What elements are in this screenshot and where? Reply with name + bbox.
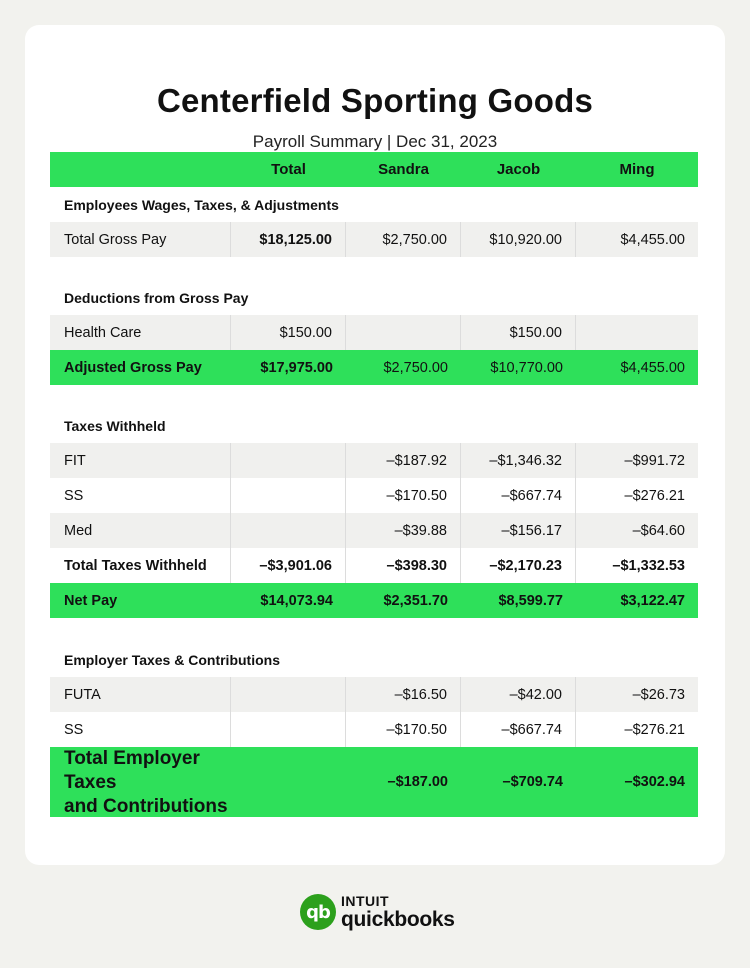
cell-ming: –$1,332.53 [612,557,685,574]
table-row-employer-ss [50,712,698,747]
row-label: Net Pay [64,592,118,609]
section-heading-deductions: Deductions from Gross Pay [64,289,249,306]
table-row-net-pay [50,583,698,618]
row-label: Total Gross Pay [50,222,231,257]
table-row-med [50,513,698,548]
cell-ming: $3,122.47 [620,592,685,609]
row-label: Health Care [50,315,231,350]
table-row-health-care [50,315,698,350]
intuit-quickbooks-logo [300,894,455,930]
cell-ming: –$991.72 [624,452,685,469]
cell-jacob: $150.00 [461,315,576,350]
cell-ming: $4,455.00 [620,231,685,248]
cell-total: –$3,901.06 [231,548,346,583]
table-row-total-gross-pay [50,222,698,257]
section-heading-employer: Employer Taxes & Contributions [64,651,280,668]
cell-total: $14,073.94 [260,592,333,609]
report-title: Centerfield Sporting Goods [156,82,594,119]
cell-sandra: –$187.00 [387,774,448,790]
cell-total [231,712,346,747]
cell-sandra: –$170.50 [346,478,461,513]
cell-ming: –$26.73 [632,686,685,703]
cell-jacob: –$667.74 [461,478,576,513]
header-cell-ming: Ming [619,161,655,178]
cell-sandra: –$398.30 [346,548,461,583]
table-row-fit [50,443,698,478]
row-label [50,747,231,817]
cell-sandra: –$39.88 [346,513,461,548]
table-row-total-employer-taxes [50,747,698,817]
cell-ming: –$276.21 [624,721,685,738]
spacer [50,618,698,642]
cell-ming [576,315,698,350]
header-cell-total: Total [271,161,306,178]
cell-total: $17,975.00 [260,359,333,376]
header-cell-label [50,152,231,187]
cell-total [231,513,346,548]
cell-total [231,443,346,478]
report-subtitle: Payroll Summary | Dec 31, 2023 [252,132,498,151]
table-row-total-taxes-withheld [50,548,698,583]
cell-jacob: –$2,170.23 [461,548,576,583]
cell-sandra: –$187.92 [346,443,461,478]
cell-sandra: $2,351.70 [383,592,448,609]
row-label: Med [50,513,231,548]
row-label-line-1: Total Employer Taxes [64,748,200,793]
header-cell-jacob: Jacob [496,161,541,178]
cell-jacob: –$667.74 [461,712,576,747]
row-label-line-2: and Contributions [64,796,228,817]
cell-sandra: –$16.50 [346,677,461,712]
cell-ming: $4,455.00 [620,359,685,376]
cell-sandra [346,315,461,350]
payroll-table [50,152,698,817]
cell-jacob: $8,599.77 [498,592,563,609]
cell-jacob: –$1,346.32 [461,443,576,478]
cell-total [231,677,346,712]
cell-total [231,478,346,513]
cell-jacob: –$709.74 [502,774,563,790]
cell-jacob: –$42.00 [461,677,576,712]
row-label: SS [50,712,231,747]
section-heading-taxes: Taxes Withheld [64,417,166,434]
spacer [50,385,698,408]
row-label: Adjusted Gross Pay [64,359,202,376]
row-label: SS [50,478,231,513]
row-label: FIT [50,443,231,478]
cell-ming: –$64.60 [632,522,685,539]
cell-sandra: $2,750.00 [346,222,461,257]
table-header-row [50,152,698,187]
logo-quickbooks-text: quickbooks [341,908,455,931]
qb-logo-icon: qb [300,894,336,930]
section-heading-wages: Employees Wages, Taxes, & Adjustments [64,196,339,213]
cell-total: $18,125.00 [231,222,346,257]
cell-total [231,747,346,817]
spacer [50,257,698,280]
logo-wordmark [341,894,455,930]
table-row-adjusted-gross-pay [50,350,698,385]
row-label: FUTA [50,677,231,712]
cell-sandra: –$170.50 [346,712,461,747]
table-row-futa [50,677,698,712]
row-label: Total Taxes Withheld [50,548,231,583]
header-cell-sandra: Sandra [378,161,429,178]
cell-sandra: $2,750.00 [383,359,448,376]
cell-ming: –$302.94 [624,774,685,790]
cell-jacob: $10,920.00 [461,222,576,257]
logo-intuit-text: INTUIT [341,893,390,909]
cell-jacob: $10,770.00 [490,359,563,376]
table-row-ss [50,478,698,513]
cell-total: $150.00 [231,315,346,350]
cell-jacob: –$156.17 [461,513,576,548]
cell-ming: –$276.21 [624,487,685,504]
